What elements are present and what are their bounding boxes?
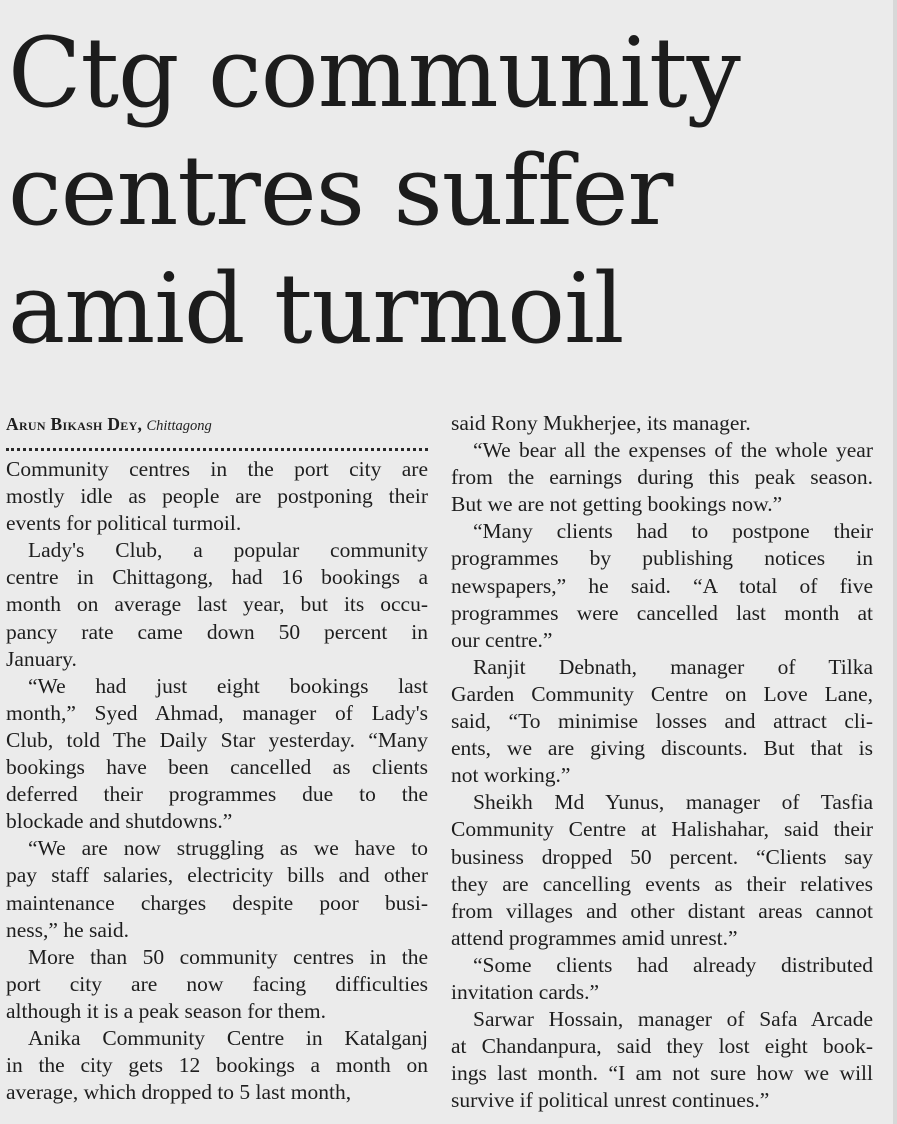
article-line: “Many clients had to postpone their [473, 519, 873, 544]
article-line: in the city gets 12 bookings a month on [6, 1053, 428, 1078]
article-line: said Rony Mukherjee, its manager. [451, 411, 751, 435]
article-column-right [451, 410, 873, 1114]
headline-line: Ctg community [8, 17, 740, 129]
article-line: business dropped 50 percent. “Clients say [451, 844, 873, 869]
article-paragraph [6, 835, 428, 943]
article-line: survive if political unrest continues.” [451, 1088, 770, 1113]
article-paragraph [451, 518, 873, 653]
article-line: programmes were cancelled last month at [451, 600, 873, 625]
article-line: month,” Syed Ahmad, manager of Lady's [6, 700, 428, 725]
article-line: Club, told The Daily Star yesterday. “Many [6, 727, 428, 752]
article-line: port city are now facing difficulties [6, 971, 428, 996]
article-paragraph [451, 1006, 873, 1114]
dotted-divider [6, 448, 428, 451]
article-line: More than 50 community centres in the [28, 944, 428, 969]
article-line: month on average last year, but its occu- [6, 592, 428, 617]
article-line: “We are now struggling as we have to [28, 836, 428, 861]
article-line: newspapers,” he said. “A total of five [451, 573, 873, 598]
article-line: “Some clients had already distributed [473, 952, 873, 977]
right-column-body [451, 410, 873, 1114]
article-line: Anika Community Centre in Katalganj [28, 1025, 428, 1050]
article-line: blockade and shutdowns.” [6, 809, 233, 834]
page-edge [893, 0, 897, 1124]
article-line: mostly idle as people are postponing their [6, 484, 428, 509]
article-paragraph [6, 537, 428, 672]
article-line: although it is a peak season for them. [6, 998, 327, 1023]
article-line: Lady's Club, a popular community [28, 538, 428, 563]
article-paragraph [451, 410, 873, 437]
article-paragraph [451, 437, 873, 518]
article-line: pay staff salaries, electricity bills and other [6, 863, 428, 888]
left-column-body [6, 456, 428, 1106]
article-paragraph [6, 673, 428, 836]
article-line: Sheikh Md Yunus, manager of Tasfia [473, 790, 873, 815]
article-paragraph [451, 789, 873, 952]
article-line: Garden Community Centre on Love Lane, [451, 681, 873, 706]
byline [6, 410, 428, 438]
article-line: deferred their programmes due to the [6, 782, 428, 807]
article-line: from villages and other distant areas cannot [451, 898, 873, 923]
article-line: Community centres in the port city are [6, 457, 428, 481]
article-line: said, “To minimise losses and attract cli- [451, 709, 873, 734]
article-line: centre in Chittagong, had 16 bookings a [6, 565, 428, 590]
article-line: average, which dropped to 5 last month, [6, 1080, 352, 1105]
article-line: our centre.” [451, 627, 553, 652]
article-paragraph [451, 654, 873, 789]
article-line: programmes by publishing notices in [451, 546, 873, 571]
article-line: “We had just eight bookings last [28, 673, 428, 698]
article-line: attend programmes amid unrest.” [451, 925, 738, 950]
article-paragraph [6, 1025, 428, 1106]
article-line: bookings have been cancelled as clients [6, 755, 428, 780]
article-line: January. [6, 646, 77, 671]
article-line: Community Centre at Halishahar, said their [451, 817, 873, 842]
byline-author: Arun Bikash Dey, [6, 414, 143, 434]
article-paragraph [6, 456, 428, 537]
article-line: maintenance charges despite poor busi- [6, 890, 428, 915]
article-column-left [6, 410, 428, 1106]
article-line: Ranjit Debnath, manager of Tilka [473, 654, 873, 679]
article-line: “We bear all the expenses of the whole year [473, 438, 873, 463]
headline-line: amid turmoil [8, 253, 624, 365]
article-line: at Chandanpura, said they lost eight book- [451, 1034, 873, 1059]
article-line: ness,” he said. [6, 917, 129, 942]
byline-location: Chittagong [146, 418, 212, 434]
article-paragraph [6, 944, 428, 1025]
headline-line: centres suffer [8, 135, 673, 247]
article-line: they are cancelling events as their relatives [451, 871, 873, 896]
article-line: invitation cards.” [451, 979, 600, 1004]
article-line: Sarwar Hossain, manager of Safa Arcade [473, 1007, 873, 1032]
article-line: ents, we are giving discounts. But that is [451, 736, 873, 761]
article-line: not working.” [451, 763, 571, 788]
article-line: pancy rate came down 50 percent in [6, 619, 428, 644]
article-line: ings last month. “I am not sure how we will [451, 1061, 873, 1086]
headline [8, 14, 888, 368]
article-line: events for political turmoil. [6, 511, 242, 536]
article-line: But we are not getting bookings now.” [451, 492, 783, 517]
article-line: from the earnings during this peak season. [451, 465, 873, 490]
article-paragraph [451, 952, 873, 1006]
